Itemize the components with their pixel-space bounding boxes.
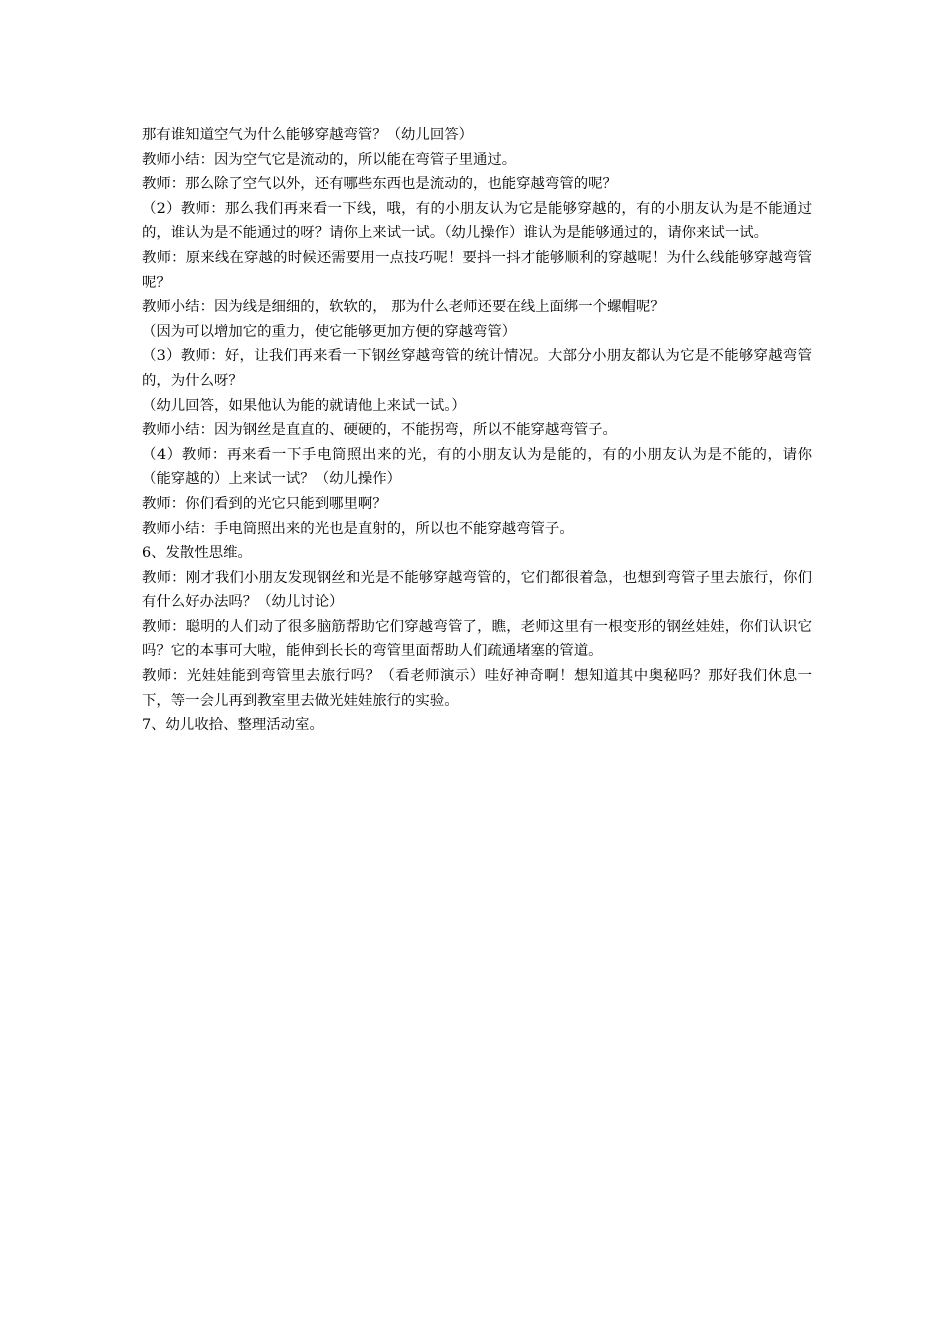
document-body bbox=[142, 123, 812, 738]
paragraph-17: 教师：光娃娃能到弯管里去旅行吗？（看老师演示）哇好神奇啊！想知道其中奥秘吗？那好我们休息一下，等一会儿再到教室里去做光娃娃旅行的实验。 bbox=[142, 668, 812, 709]
paragraph-16: 教师：聪明的人们动了很多脑筋帮助它们穿越弯管了，瞧，老师这里有一根变形的钢丝娃娃，你们认识它吗？它的本事可大啦，能伸到长长的弯管里面帮助人们疏通堵塞的管道。 bbox=[142, 618, 812, 660]
paragraph-2: 教师小结：因为空气它是流动的，所以能在弯管子里通过。 bbox=[142, 151, 517, 168]
paragraph-9: （幼儿回答，如果他认为能的就请他上来试一试。） bbox=[142, 397, 466, 414]
paragraph-8: （3）教师：好，让我们再来看一下钢丝穿越弯管的统计情况。大部分小朋友都认为它是不能够穿越弯管的，为什么呀？ bbox=[142, 348, 812, 389]
paragraph-10: 教师小结：因为钢丝是直直的、硬硬的，不能拐弯，所以不能穿越弯管子。 bbox=[142, 422, 617, 439]
paragraph-15: 教师：刚才我们小朋友发现钢丝和光是不能够穿越弯管的，它们都很着急，也想到弯管子里去旅行，你们有什么好办法吗？（幼儿讨论） bbox=[142, 569, 812, 611]
paragraph-3: 教师：那么除了空气以外，还有哪些东西也是流动的，也能穿越弯管的呢？ bbox=[142, 176, 617, 193]
paragraph-11: （4）教师：再来看一下手电筒照出来的光，有的小朋友认为是能的，有的小朋友认为是不能的，请你（能穿越的）上来试一试？（幼儿操作） bbox=[142, 446, 812, 488]
paragraph-12: 教师：你们看到的光它只能到哪里啊？ bbox=[142, 495, 387, 512]
section-heading-6: 6、发散性思维。 bbox=[142, 545, 252, 562]
section-heading-7: 7、幼儿收拾、整理活动室。 bbox=[142, 717, 324, 734]
paragraph-5: 教师：原来线在穿越的时候还需要用一点技巧呢！要抖一抖才能够顺利的穿越呢！为什么线能够穿越弯管呢？ bbox=[142, 249, 812, 291]
paragraph-6: 教师小结：因为线是细细的，软软的， 那为什么老师还要在线上面绑一个螺帽呢？ bbox=[142, 299, 665, 316]
paragraph-7: （因为可以增加它的重力，使它能够更加方便的穿越弯管） bbox=[142, 323, 517, 340]
paragraph-1: 那有谁知道空气为什么能够穿越弯管？（幼儿回答） bbox=[142, 127, 473, 143]
paragraph-4: （2）教师：那么我们再来看一下线，哦，有的小朋友认为它是能够穿越的，有的小朋友认为是不能通过的，谁认为是不能通过的呀？请你上来试一试。（幼儿操作）谁认为是能够通过的，请你来试一试。 bbox=[142, 200, 812, 242]
paragraph-13: 教师小结：手电筒照出来的光也是直射的，所以也不能穿越弯管子。 bbox=[142, 520, 574, 537]
